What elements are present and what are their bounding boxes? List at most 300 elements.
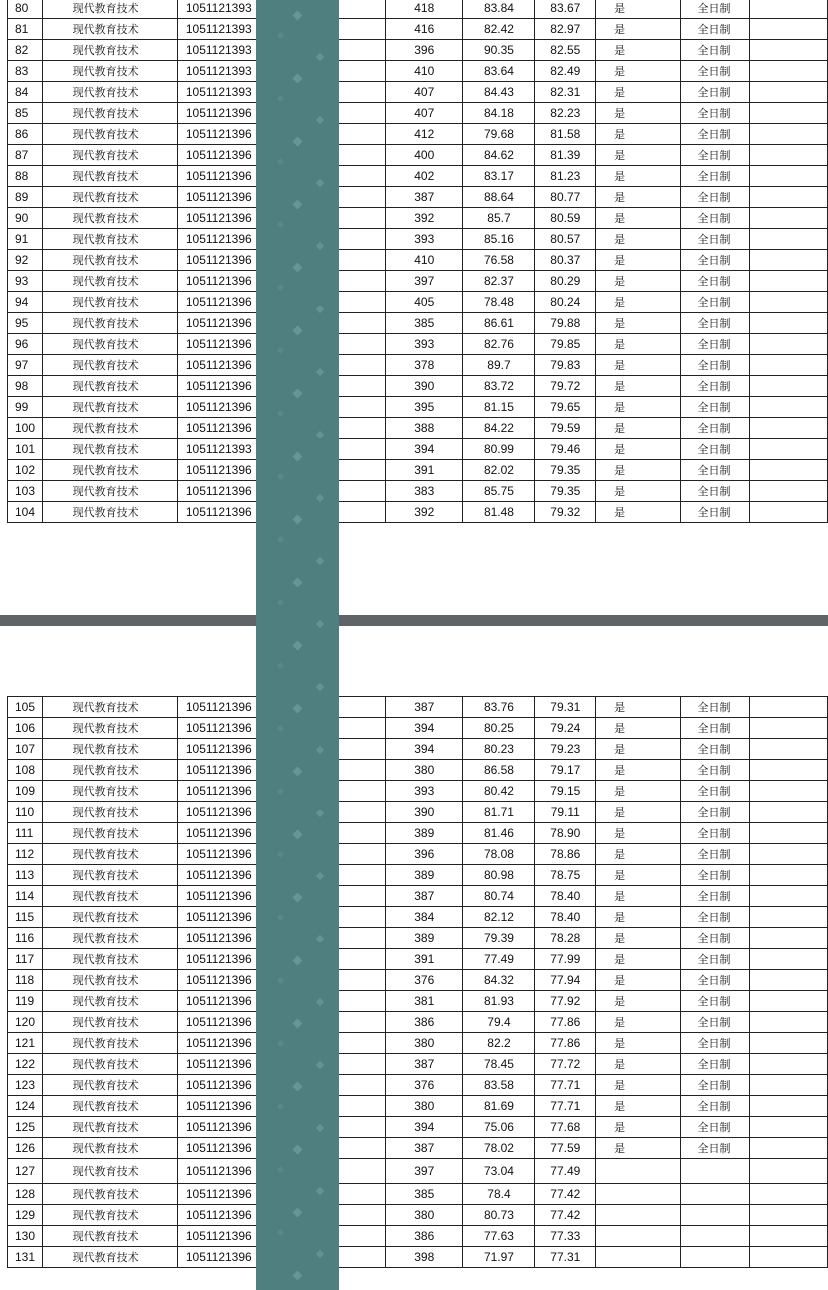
candidate-id-cell: 1051121393 bbox=[177, 40, 295, 61]
row-number: 94 bbox=[8, 292, 43, 313]
total-score-cell: 79.72 bbox=[535, 376, 596, 397]
major-cell: 现代教育技术 bbox=[42, 145, 177, 166]
study-type-cell bbox=[681, 1159, 749, 1184]
row-number: 119 bbox=[8, 991, 43, 1012]
row-number: 125 bbox=[8, 1117, 43, 1138]
table-row bbox=[8, 292, 828, 313]
total-score-cell: 78.90 bbox=[535, 823, 596, 844]
study-type-cell: 全日制 bbox=[681, 418, 749, 439]
table-row bbox=[8, 313, 828, 334]
row-number: 109 bbox=[8, 781, 43, 802]
table-row bbox=[8, 145, 828, 166]
row-number: 118 bbox=[8, 970, 43, 991]
major-cell: 现代教育技术 bbox=[42, 1075, 177, 1096]
major-cell: 现代教育技术 bbox=[42, 61, 177, 82]
candidate-id-cell: 1051121396 bbox=[177, 865, 295, 886]
admitted-cell: 是 bbox=[596, 313, 681, 334]
remark-cell bbox=[749, 1184, 827, 1205]
major-cell: 现代教育技术 bbox=[42, 1159, 177, 1184]
admitted-cell: 是 bbox=[596, 1138, 681, 1159]
major-cell: 现代教育技术 bbox=[42, 502, 177, 523]
initial-score-cell: 397 bbox=[386, 271, 463, 292]
table-row bbox=[8, 250, 828, 271]
remark-cell bbox=[749, 397, 827, 418]
row-number: 130 bbox=[8, 1226, 43, 1247]
candidate-id-cell: 1051121393 bbox=[177, 82, 295, 103]
row-number: 96 bbox=[8, 334, 43, 355]
study-type-cell: 全日制 bbox=[681, 439, 749, 460]
row-number: 117 bbox=[8, 949, 43, 970]
page-divider bbox=[0, 615, 828, 626]
initial-score-cell: 389 bbox=[386, 928, 463, 949]
admitted-cell: 是 bbox=[596, 397, 681, 418]
study-type-cell: 全日制 bbox=[681, 781, 749, 802]
admitted-cell: 是 bbox=[596, 481, 681, 502]
retest-score-cell: 79.39 bbox=[463, 928, 535, 949]
row-number: 87 bbox=[8, 145, 43, 166]
initial-score-cell: 387 bbox=[386, 886, 463, 907]
initial-score-cell: 389 bbox=[386, 865, 463, 886]
total-score-cell: 77.71 bbox=[535, 1096, 596, 1117]
admitted-cell: 是 bbox=[596, 145, 681, 166]
row-number: 104 bbox=[8, 502, 43, 523]
row-number: 81 bbox=[8, 19, 43, 40]
remark-cell bbox=[749, 1205, 827, 1226]
admitted-cell: 是 bbox=[596, 376, 681, 397]
initial-score-cell: 407 bbox=[386, 103, 463, 124]
retest-score-cell: 85.16 bbox=[463, 229, 535, 250]
retest-score-cell: 81.71 bbox=[463, 802, 535, 823]
total-score-cell: 78.40 bbox=[535, 886, 596, 907]
total-score-cell: 79.83 bbox=[535, 355, 596, 376]
row-number: 90 bbox=[8, 208, 43, 229]
candidate-id-cell: 1051121396 bbox=[177, 1205, 295, 1226]
study-type-cell: 全日制 bbox=[681, 886, 749, 907]
major-cell: 现代教育技术 bbox=[42, 376, 177, 397]
major-cell: 现代教育技术 bbox=[42, 355, 177, 376]
candidate-id-cell: 1051121396 bbox=[177, 103, 295, 124]
remark-cell bbox=[749, 907, 827, 928]
major-cell: 现代教育技术 bbox=[42, 991, 177, 1012]
candidate-id-cell: 1051121396 bbox=[177, 928, 295, 949]
total-score-cell: 79.32 bbox=[535, 502, 596, 523]
row-number: 120 bbox=[8, 1012, 43, 1033]
total-score-cell: 82.49 bbox=[535, 61, 596, 82]
retest-score-cell: 80.23 bbox=[463, 739, 535, 760]
candidate-id-cell: 1051121396 bbox=[177, 187, 295, 208]
admitted-cell: 是 bbox=[596, 844, 681, 865]
candidate-id-cell: 1051121396 bbox=[177, 502, 295, 523]
remark-cell bbox=[749, 61, 827, 82]
total-score-cell: 79.65 bbox=[535, 397, 596, 418]
retest-score-cell: 77.49 bbox=[463, 949, 535, 970]
remark-cell bbox=[749, 928, 827, 949]
study-type-cell: 全日制 bbox=[681, 0, 749, 19]
major-cell: 现代教育技术 bbox=[42, 1096, 177, 1117]
total-score-cell: 79.15 bbox=[535, 781, 596, 802]
admitted-cell: 是 bbox=[596, 229, 681, 250]
admitted-cell: 是 bbox=[596, 697, 681, 718]
retest-score-cell: 82.02 bbox=[463, 460, 535, 481]
total-score-cell: 81.58 bbox=[535, 124, 596, 145]
retest-score-cell: 89.7 bbox=[463, 355, 535, 376]
candidate-id-cell: 1051121396 bbox=[177, 460, 295, 481]
total-score-cell: 78.40 bbox=[535, 907, 596, 928]
table-row bbox=[8, 460, 828, 481]
retest-score-cell: 81.69 bbox=[463, 1096, 535, 1117]
candidate-id-cell: 1051121396 bbox=[177, 355, 295, 376]
candidate-id-cell: 1051121396 bbox=[177, 1226, 295, 1247]
study-type-cell: 全日制 bbox=[681, 718, 749, 739]
table-row bbox=[8, 1075, 828, 1096]
remark-cell bbox=[749, 313, 827, 334]
retest-score-cell: 84.62 bbox=[463, 145, 535, 166]
total-score-cell: 79.31 bbox=[535, 697, 596, 718]
major-cell: 现代教育技术 bbox=[42, 1226, 177, 1247]
major-cell: 现代教育技术 bbox=[42, 1012, 177, 1033]
candidate-id-cell: 1051121396 bbox=[177, 1184, 295, 1205]
table-row bbox=[8, 865, 828, 886]
major-cell: 现代教育技术 bbox=[42, 208, 177, 229]
admitted-cell: 是 bbox=[596, 271, 681, 292]
remark-cell bbox=[749, 760, 827, 781]
remark-cell bbox=[749, 187, 827, 208]
study-type-cell: 全日制 bbox=[681, 250, 749, 271]
row-number: 114 bbox=[8, 886, 43, 907]
admitted-cell: 是 bbox=[596, 250, 681, 271]
row-number: 112 bbox=[8, 844, 43, 865]
admitted-cell: 是 bbox=[596, 166, 681, 187]
initial-score-cell: 393 bbox=[386, 229, 463, 250]
row-number: 99 bbox=[8, 397, 43, 418]
retest-score-cell: 84.18 bbox=[463, 103, 535, 124]
candidate-id-cell: 1051121396 bbox=[177, 481, 295, 502]
table-row bbox=[8, 886, 828, 907]
candidate-id-cell: 1051121393 bbox=[177, 0, 295, 19]
major-cell: 现代教育技术 bbox=[42, 718, 177, 739]
row-number: 102 bbox=[8, 460, 43, 481]
candidate-id-cell: 1051121396 bbox=[177, 823, 295, 844]
remark-cell bbox=[749, 166, 827, 187]
major-cell: 现代教育技术 bbox=[42, 439, 177, 460]
retest-score-cell: 83.64 bbox=[463, 61, 535, 82]
major-cell: 现代教育技术 bbox=[42, 823, 177, 844]
initial-score-cell: 376 bbox=[386, 1075, 463, 1096]
table-row bbox=[8, 970, 828, 991]
admitted-cell: 是 bbox=[596, 460, 681, 481]
row-number: 121 bbox=[8, 1033, 43, 1054]
total-score-cell: 77.71 bbox=[535, 1075, 596, 1096]
study-type-cell: 全日制 bbox=[681, 760, 749, 781]
major-cell: 现代教育技术 bbox=[42, 481, 177, 502]
major-cell: 现代教育技术 bbox=[42, 397, 177, 418]
study-type-cell: 全日制 bbox=[681, 355, 749, 376]
initial-score-cell: 388 bbox=[386, 418, 463, 439]
table-row bbox=[8, 1205, 828, 1226]
row-number: 100 bbox=[8, 418, 43, 439]
table-row bbox=[8, 739, 828, 760]
page-margin-top bbox=[0, 626, 828, 696]
retest-score-cell: 83.17 bbox=[463, 166, 535, 187]
admitted-cell bbox=[596, 1226, 681, 1247]
major-cell: 现代教育技术 bbox=[42, 166, 177, 187]
admitted-cell: 是 bbox=[596, 187, 681, 208]
admitted-cell: 是 bbox=[596, 502, 681, 523]
major-cell: 现代教育技术 bbox=[42, 229, 177, 250]
admitted-cell: 是 bbox=[596, 781, 681, 802]
study-type-cell: 全日制 bbox=[681, 1012, 749, 1033]
table-row bbox=[8, 1096, 828, 1117]
total-score-cell: 79.35 bbox=[535, 481, 596, 502]
major-cell: 现代教育技术 bbox=[42, 697, 177, 718]
total-score-cell: 81.23 bbox=[535, 166, 596, 187]
candidate-id-cell: 1051121396 bbox=[177, 991, 295, 1012]
candidate-id-cell: 1051121396 bbox=[177, 1159, 295, 1184]
study-type-cell bbox=[681, 1205, 749, 1226]
admitted-cell: 是 bbox=[596, 949, 681, 970]
remark-cell bbox=[749, 229, 827, 250]
initial-score-cell: 378 bbox=[386, 355, 463, 376]
retest-score-cell: 88.64 bbox=[463, 187, 535, 208]
initial-score-cell: 390 bbox=[386, 802, 463, 823]
row-number: 111 bbox=[8, 823, 43, 844]
table-row bbox=[8, 208, 828, 229]
candidate-id-cell: 1051121396 bbox=[177, 250, 295, 271]
candidate-id-cell: 1051121396 bbox=[177, 949, 295, 970]
row-number: 83 bbox=[8, 61, 43, 82]
remark-cell bbox=[749, 1117, 827, 1138]
candidate-id-cell: 1051121396 bbox=[177, 802, 295, 823]
major-cell: 现代教育技术 bbox=[42, 0, 177, 19]
admitted-cell: 是 bbox=[596, 1033, 681, 1054]
table-row bbox=[8, 1033, 828, 1054]
remark-cell bbox=[749, 823, 827, 844]
admitted-cell: 是 bbox=[596, 1054, 681, 1075]
study-type-cell: 全日制 bbox=[681, 907, 749, 928]
total-score-cell: 80.77 bbox=[535, 187, 596, 208]
row-number: 126 bbox=[8, 1138, 43, 1159]
retest-score-cell: 80.42 bbox=[463, 781, 535, 802]
remark-cell bbox=[749, 1096, 827, 1117]
admitted-cell: 是 bbox=[596, 802, 681, 823]
row-number: 113 bbox=[8, 865, 43, 886]
table-row bbox=[8, 40, 828, 61]
table-row bbox=[8, 1226, 828, 1247]
initial-score-cell: 385 bbox=[386, 1184, 463, 1205]
major-cell: 现代教育技术 bbox=[42, 1184, 177, 1205]
total-score-cell: 77.59 bbox=[535, 1138, 596, 1159]
table-row bbox=[8, 1184, 828, 1205]
study-type-cell: 全日制 bbox=[681, 802, 749, 823]
retest-score-cell: 80.74 bbox=[463, 886, 535, 907]
remark-cell bbox=[749, 40, 827, 61]
candidate-id-cell: 1051121396 bbox=[177, 1096, 295, 1117]
retest-score-cell: 82.42 bbox=[463, 19, 535, 40]
study-type-cell: 全日制 bbox=[681, 1117, 749, 1138]
initial-score-cell: 410 bbox=[386, 61, 463, 82]
retest-score-cell: 82.12 bbox=[463, 907, 535, 928]
table-row bbox=[8, 418, 828, 439]
admitted-cell: 是 bbox=[596, 1012, 681, 1033]
remark-cell bbox=[749, 781, 827, 802]
table-row bbox=[8, 1117, 828, 1138]
candidate-id-cell: 1051121396 bbox=[177, 334, 295, 355]
study-type-cell: 全日制 bbox=[681, 229, 749, 250]
candidate-id-cell: 1051121396 bbox=[177, 1054, 295, 1075]
row-number: 86 bbox=[8, 124, 43, 145]
retest-score-cell: 83.84 bbox=[463, 0, 535, 19]
retest-score-cell: 77.63 bbox=[463, 1226, 535, 1247]
candidate-id-cell: 1051121396 bbox=[177, 292, 295, 313]
major-cell: 现代教育技术 bbox=[42, 949, 177, 970]
major-cell: 现代教育技术 bbox=[42, 1138, 177, 1159]
initial-score-cell: 416 bbox=[386, 19, 463, 40]
initial-score-cell: 387 bbox=[386, 697, 463, 718]
row-number: 127 bbox=[8, 1159, 43, 1184]
retest-score-cell: 81.48 bbox=[463, 502, 535, 523]
table-row bbox=[8, 166, 828, 187]
row-number: 115 bbox=[8, 907, 43, 928]
remark-cell bbox=[749, 1247, 827, 1268]
remark-cell bbox=[749, 1054, 827, 1075]
study-type-cell: 全日制 bbox=[681, 928, 749, 949]
row-number: 89 bbox=[8, 187, 43, 208]
admitted-cell: 是 bbox=[596, 865, 681, 886]
admitted-cell: 是 bbox=[596, 970, 681, 991]
total-score-cell: 77.94 bbox=[535, 970, 596, 991]
admitted-cell: 是 bbox=[596, 907, 681, 928]
remark-cell bbox=[749, 145, 827, 166]
major-cell: 现代教育技术 bbox=[42, 40, 177, 61]
table-row bbox=[8, 376, 828, 397]
total-score-cell: 80.24 bbox=[535, 292, 596, 313]
total-score-cell: 80.59 bbox=[535, 208, 596, 229]
major-cell: 现代教育技术 bbox=[42, 970, 177, 991]
remark-cell bbox=[749, 1159, 827, 1184]
remark-cell bbox=[749, 802, 827, 823]
row-number: 95 bbox=[8, 313, 43, 334]
remark-cell bbox=[749, 439, 827, 460]
initial-score-cell: 393 bbox=[386, 334, 463, 355]
initial-score-cell: 380 bbox=[386, 760, 463, 781]
admitted-cell: 是 bbox=[596, 1117, 681, 1138]
major-cell: 现代教育技术 bbox=[42, 187, 177, 208]
remark-cell bbox=[749, 991, 827, 1012]
total-score-cell: 82.55 bbox=[535, 40, 596, 61]
study-type-cell: 全日制 bbox=[681, 844, 749, 865]
admitted-cell: 是 bbox=[596, 355, 681, 376]
row-number: 103 bbox=[8, 481, 43, 502]
remark-cell bbox=[749, 103, 827, 124]
candidate-id-cell: 1051121396 bbox=[177, 739, 295, 760]
row-number: 116 bbox=[8, 928, 43, 949]
remark-cell bbox=[749, 970, 827, 991]
candidate-id-cell: 1051121396 bbox=[177, 1012, 295, 1033]
candidate-id-cell: 1051121396 bbox=[177, 145, 295, 166]
remark-cell bbox=[749, 844, 827, 865]
admitted-cell: 是 bbox=[596, 1075, 681, 1096]
retest-score-cell: 86.61 bbox=[463, 313, 535, 334]
table-row bbox=[8, 760, 828, 781]
total-score-cell: 77.72 bbox=[535, 1054, 596, 1075]
study-type-cell: 全日制 bbox=[681, 1075, 749, 1096]
initial-score-cell: 394 bbox=[386, 439, 463, 460]
admitted-cell: 是 bbox=[596, 19, 681, 40]
retest-score-cell: 71.97 bbox=[463, 1247, 535, 1268]
candidate-id-cell: 1051121396 bbox=[177, 271, 295, 292]
table-row bbox=[8, 334, 828, 355]
table-row bbox=[8, 502, 828, 523]
remark-cell bbox=[749, 1033, 827, 1054]
table-row bbox=[8, 0, 828, 19]
total-score-cell: 79.46 bbox=[535, 439, 596, 460]
row-number: 122 bbox=[8, 1054, 43, 1075]
major-cell: 现代教育技术 bbox=[42, 802, 177, 823]
total-score-cell: 80.37 bbox=[535, 250, 596, 271]
major-cell: 现代教育技术 bbox=[42, 1205, 177, 1226]
admitted-cell: 是 bbox=[596, 208, 681, 229]
retest-score-cell: 78.08 bbox=[463, 844, 535, 865]
retest-score-cell: 85.7 bbox=[463, 208, 535, 229]
candidate-id-cell: 1051121396 bbox=[177, 1033, 295, 1054]
admitted-cell: 是 bbox=[596, 739, 681, 760]
major-cell: 现代教育技术 bbox=[42, 103, 177, 124]
candidate-id-cell: 1051121396 bbox=[177, 1247, 295, 1268]
study-type-cell bbox=[681, 1184, 749, 1205]
initial-score-cell: 396 bbox=[386, 40, 463, 61]
initial-score-cell: 412 bbox=[386, 124, 463, 145]
initial-score-cell: 387 bbox=[386, 1138, 463, 1159]
initial-score-cell: 392 bbox=[386, 502, 463, 523]
candidate-id-cell: 1051121396 bbox=[177, 418, 295, 439]
total-score-cell: 77.92 bbox=[535, 991, 596, 1012]
initial-score-cell: 391 bbox=[386, 949, 463, 970]
admitted-cell: 是 bbox=[596, 334, 681, 355]
retest-score-cell: 84.32 bbox=[463, 970, 535, 991]
table-row bbox=[8, 697, 828, 718]
table-row bbox=[8, 187, 828, 208]
table-row bbox=[8, 718, 828, 739]
remark-cell bbox=[749, 502, 827, 523]
row-number: 85 bbox=[8, 103, 43, 124]
study-type-cell: 全日制 bbox=[681, 19, 749, 40]
initial-score-cell: 394 bbox=[386, 739, 463, 760]
study-type-cell: 全日制 bbox=[681, 739, 749, 760]
retest-score-cell: 81.93 bbox=[463, 991, 535, 1012]
major-cell: 现代教育技术 bbox=[42, 1247, 177, 1268]
study-type-cell: 全日制 bbox=[681, 166, 749, 187]
major-cell: 现代教育技术 bbox=[42, 82, 177, 103]
candidate-id-cell: 1051121396 bbox=[177, 313, 295, 334]
table-row bbox=[8, 844, 828, 865]
initial-score-cell: 390 bbox=[386, 376, 463, 397]
remark-cell bbox=[749, 292, 827, 313]
study-type-cell: 全日制 bbox=[681, 271, 749, 292]
row-number: 106 bbox=[8, 718, 43, 739]
total-score-cell: 81.39 bbox=[535, 145, 596, 166]
admitted-cell: 是 bbox=[596, 40, 681, 61]
initial-score-cell: 386 bbox=[386, 1226, 463, 1247]
major-cell: 现代教育技术 bbox=[42, 928, 177, 949]
initial-score-cell: 400 bbox=[386, 145, 463, 166]
admitted-cell: 是 bbox=[596, 928, 681, 949]
table-row bbox=[8, 1138, 828, 1159]
admitted-cell: 是 bbox=[596, 61, 681, 82]
initial-score-cell: 418 bbox=[386, 0, 463, 19]
major-cell: 现代教育技术 bbox=[42, 1054, 177, 1075]
candidate-id-cell: 1051121396 bbox=[177, 697, 295, 718]
table-row bbox=[8, 397, 828, 418]
